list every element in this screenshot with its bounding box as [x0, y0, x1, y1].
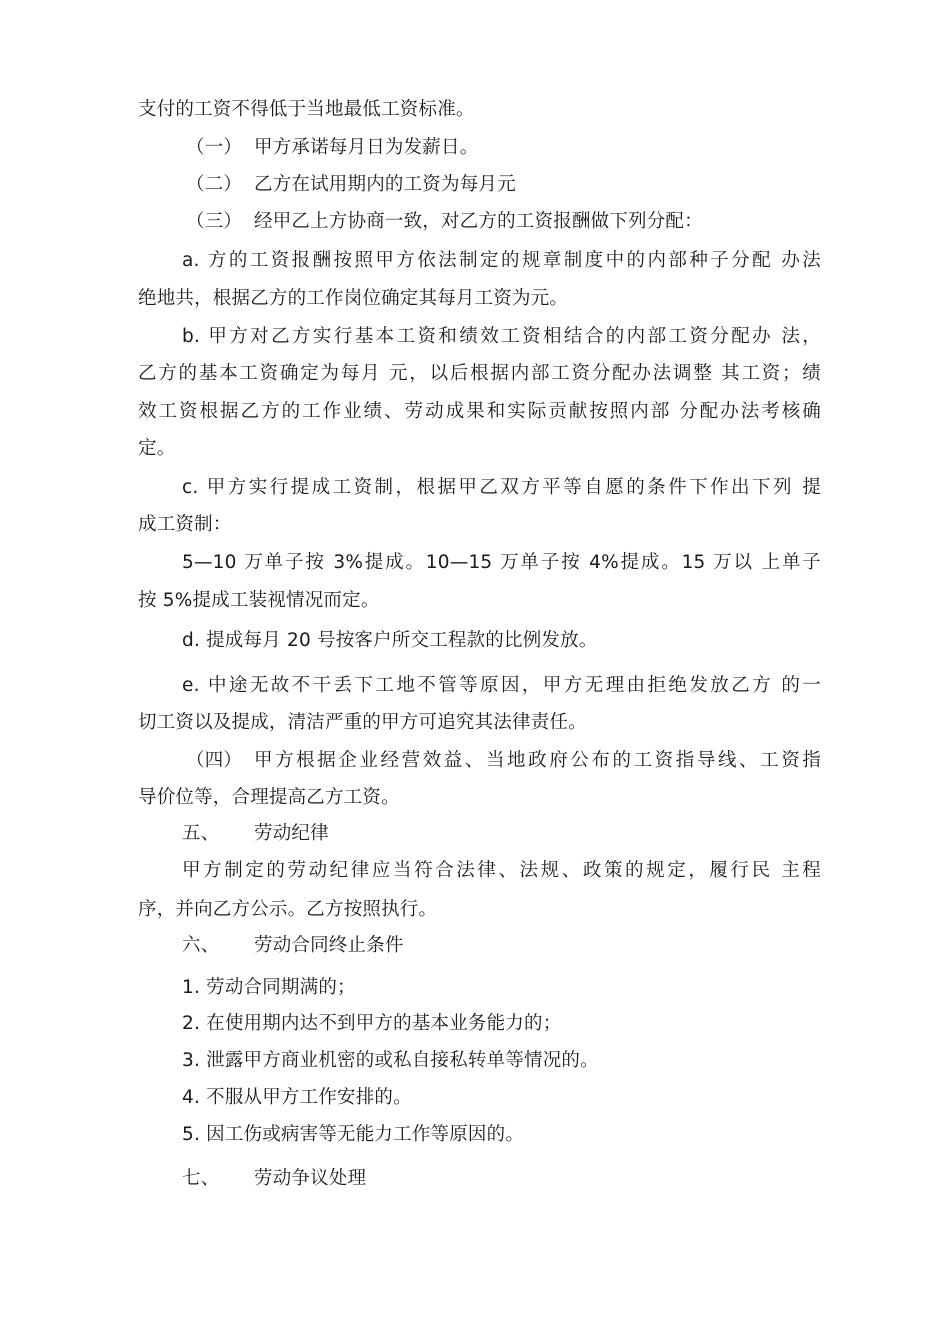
text-line: 甲方制定的劳动纪律应当符合法律、法规、政策的规定，履行民 主程	[182, 860, 821, 881]
section-seven-heading	[182, 1167, 367, 1191]
clause-text: 乙方在试用期内的工资为每月元	[254, 174, 516, 195]
text-line: 效工资根据乙方的工作业绩、劳动成果和实际贡献按照内部 分配办法考核确	[138, 401, 821, 422]
clause-text: 甲方根据企业经营效益、当地政府公布的工资指导线、工资指	[254, 750, 821, 771]
clause-four	[186, 749, 821, 773]
section-title: 劳动争议处理	[254, 1168, 367, 1189]
section-title: 劳动纪律	[254, 823, 329, 844]
text-line: b. 甲方对乙方实行基本工资和绩效工资相结合的内部工资分配办 法，	[182, 326, 821, 347]
text-line: 绝地共，根据乙方的工作岗位确定其每月工资为元。	[138, 288, 569, 309]
section-six-heading	[182, 934, 404, 958]
text-line: 按 5%提成工装视情况而定。	[138, 590, 380, 611]
clause-number: （一）	[186, 137, 243, 158]
section-number: 五、	[182, 823, 220, 844]
clause-two	[186, 173, 516, 197]
text-line: 成工资制：	[138, 514, 232, 535]
clause-number: （三）	[186, 211, 243, 232]
text-line: d. 提成每月 20 号按客户所交工程款的比例发放。	[182, 630, 598, 651]
clause-number: （二）	[186, 174, 243, 195]
list-item: 4. 不服从甲方工作安排的。	[182, 1087, 412, 1108]
text-line: 导价位等，合理提高乙方工资。	[138, 787, 400, 808]
clause-one	[186, 136, 479, 160]
list-item: 3. 泄露甲方商业机密的或私自接私转单等情况的。	[182, 1050, 599, 1071]
text-line: c. 甲方实行提成工资制，根据甲乙双方平等自愿的条件下作出下列 提	[182, 477, 821, 498]
text-line: 5—10 万单子按 3%提成。10—15 万单子按 4%提成。15 万以 上单子	[182, 552, 821, 573]
clause-number: （四）	[186, 750, 243, 771]
text-line: e. 中途无故不干丢下工地不管等原因，甲方无理由拒绝发放乙方 的一	[182, 675, 821, 696]
section-number: 七、	[182, 1168, 220, 1189]
text-line: 切工资以及提成，清洁严重的甲方可追究其法律责任。	[138, 712, 587, 733]
list-item: 5. 因工伤或病害等无能力工作等原因的。	[182, 1124, 525, 1145]
text-line: 序，并向乙方公示。乙方按照执行。	[138, 899, 438, 920]
text-line: a. 方的工资报酬按照甲方依法制定的规章制度中的内部种子分配 办法	[182, 250, 821, 271]
section-number: 六、	[182, 935, 220, 956]
list-item: 1. 劳动合同期满的；	[182, 977, 356, 998]
clause-text: 经甲乙上方协商一致，对乙方的工资报酬做下列分配：	[254, 211, 703, 232]
clause-three	[186, 210, 703, 234]
text-line: 乙方的基本工资确定为每月 元，以后根据内部工资分配办法调整 其工资；绩	[138, 363, 821, 384]
text-line: 支付的工资不得低于当地最低工资标准。	[138, 99, 475, 120]
text-line: 定。	[138, 438, 176, 459]
section-title: 劳动合同终止条件	[254, 935, 404, 956]
list-item: 2. 在使用期内达不到甲方的基本业务能力的；	[182, 1013, 562, 1034]
clause-text: 甲方承诺每月日为发薪日。	[254, 137, 479, 158]
section-five-heading	[182, 822, 329, 846]
